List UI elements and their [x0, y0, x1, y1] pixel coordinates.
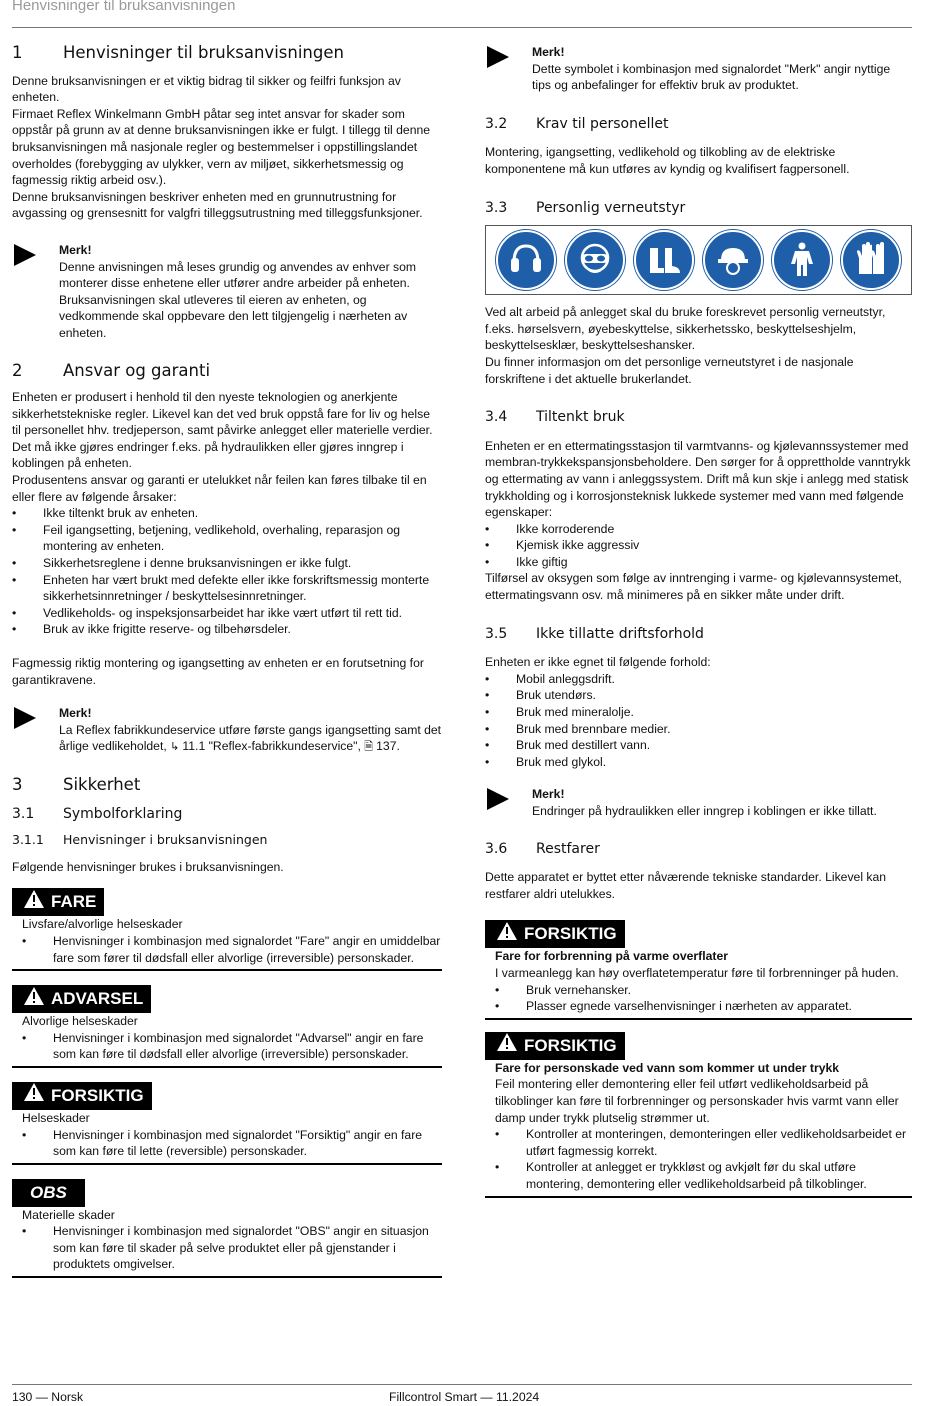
list-item: • Henvisninger i kombinasjon med signalordet "OBS" angir en situasjon som kan føre til skader på selve produktet eller på gjenstander i produktets omgivelser.	[22, 1223, 442, 1273]
section-3-5-heading: 3.5 Ikke tillatte driftsforhold	[485, 625, 704, 642]
section-3-1-1-heading: 3.1.1 Henvisninger i bruksanvisningen	[12, 832, 268, 848]
note-block	[485, 786, 912, 819]
list-item: • Bruk med destillert vann.	[485, 737, 912, 754]
warning-triangle-icon	[23, 889, 45, 916]
sec34-property-list	[485, 521, 912, 571]
note-block	[12, 242, 442, 342]
list-item: • Plasser egnede varselhenvisninger i nærheten av apparatet.	[495, 998, 912, 1015]
note-label: Merk!	[59, 242, 92, 257]
sec1-para-3: Denne bruksanvisningen beskriver enheten med en grunnutrustning for avgassing og grensesnitt for valgfri tilleggsutrustning med tilleggsfunksjoner.	[12, 189, 423, 221]
hearing-protection-icon	[496, 230, 556, 290]
sec2-para-4: Fagmessig riktig montering og igangsetting av enheten er en forutsetning for garantikravene.	[12, 656, 424, 687]
signal-word-forsiktig: FORSIKTIG	[12, 1082, 152, 1110]
sec35-para: Enheten er ikke egnet til følgende forhold:	[485, 655, 711, 670]
warning-text: I varmeanlegg kan høy overflatetemperatur føre til forbrenninger på huden.	[495, 965, 899, 980]
signal-word-fare: FARE	[12, 888, 104, 916]
warning-triangle-icon	[23, 986, 45, 1013]
footer-document-title: Fillcontrol Smart — 11.2024	[389, 1390, 540, 1404]
list-item: • Bruk utendørs.	[485, 687, 912, 704]
advarsel-warning-box	[12, 985, 442, 1068]
footer-rule	[12, 1384, 912, 1385]
note-label: Merk!	[532, 787, 565, 802]
note-label: Merk!	[532, 45, 565, 59]
list-item: • Kontroller at monteringen, demonteringen eller vedlikeholdsarbeidet er utført fagmessig korrekt.	[495, 1126, 912, 1159]
note-arrow-icon	[485, 786, 532, 819]
safety-gloves-icon	[841, 230, 901, 290]
warning-subtitle: Alvorlige helseskader	[22, 1014, 138, 1029]
section-2-heading: 2 Ansvar og garanti	[12, 360, 211, 380]
sec32-para: Montering, igangsetting, vedlikehold og tilkobling av de elektriske komponentene må kun utføres av kyndig og kvalifisert fagpersonell.	[485, 145, 850, 176]
right-column	[485, 36, 912, 1198]
note-block	[12, 705, 442, 756]
section-3-3-heading: 3.3 Personlig verneutstyr	[485, 199, 686, 216]
list-item: • Bruk med mineralolje.	[485, 704, 912, 721]
sec36-para: Dette apparatet er byttet etter nåværende tekniske standarder. Likevel kan restfarer aldri utelukkes.	[485, 870, 887, 901]
note-arrow-icon	[485, 44, 532, 94]
forsiktig-pressure-warning-box	[485, 1032, 912, 1198]
cross-reference-icon: ↳	[170, 741, 183, 754]
note-block	[485, 44, 912, 94]
list-item: • Kontroller at anlegget er trykkløst og avkjølt før du skal utføre montering, demontering eller vedlikeholdsarbeid på tilkoblinger.	[495, 1159, 912, 1192]
warning-triangle-icon	[496, 1032, 518, 1059]
cross-reference-link[interactable]: 11.1 "Reflex-fabrikkundeservice",	[182, 739, 365, 754]
signal-word-advarsel: ADVARSEL	[12, 985, 151, 1013]
warning-triangle-icon	[23, 1082, 45, 1109]
note-arrow-icon	[12, 242, 59, 342]
protective-clothing-icon	[772, 230, 832, 290]
list-item: • Henvisninger i kombinasjon med signalordet "Forsiktig" angir en fare som kan føre til lette (reversible) personskader.	[22, 1127, 442, 1160]
sec33-para-2: Du finner informasjon om det personlige verneutstyret i de nasjonale forskriftene i det aktuelle brukerlandet.	[485, 354, 854, 386]
signal-word-forsiktig: FORSIKTIG	[485, 920, 625, 948]
section-3-6-heading: 3.6 Restfarer	[485, 840, 600, 857]
warning-title: Fare for personskade ved vann som kommer ut under trykk	[495, 1060, 840, 1075]
fare-warning-box	[12, 888, 442, 971]
warning-triangle-icon	[496, 921, 518, 948]
sec2-para-1: Enheten er produsert i henhold til den nyeste teknologien og anerkjente sikkerhetstekniske regler. Likevel kan det ved bruk oppstå fare for liv og helse til personellet hhv. tredjeperson, samt påvirke anlegget eller materielle verdier.	[12, 390, 433, 438]
forsiktig-burn-warning-box	[485, 920, 912, 1019]
safety-helmet-icon	[703, 230, 763, 290]
sec35-condition-list	[485, 671, 912, 771]
list-item: • Mobil anleggsdrift.	[485, 671, 912, 688]
list-item: • Ikke giftig	[485, 554, 912, 571]
sec2-para-3: Produsentens ansvar og garanti er utelukket når feilen kan føres tilbake til en eller flere av følgende årsaker:	[12, 473, 427, 504]
warning-subtitle: Materielle skader	[22, 1207, 115, 1222]
list-item: • Ikke tiltenkt bruk av enheten.	[12, 505, 442, 522]
sec1-para-2: Firmaet Reflex Winkelmann GmbH påtar seg intet ansvar for skader som oppstår på grunn av at denne bruksanvisningen ikke er fulgt. I tillegg til denne bruksanvisningen må nasjonale regler og bestemmelser i oppstillingslandet overholdes (forebygging av ulykker, vern av miljøet, sikkerhetsmessig og fagmessig riktig arbeid osv.).	[12, 106, 431, 188]
safety-goggles-icon	[565, 230, 625, 290]
section-3-1-heading: 3.1 Symbolforklaring	[12, 805, 183, 822]
running-header: Henvisninger til bruksanvisningen	[12, 0, 236, 14]
note-text: Endringer på hydraulikken eller inngrep i koblingen er ikke tillatt.	[532, 804, 877, 818]
sec33-para-1: Ved alt arbeid på anlegget skal du bruke foreskrevet personlig verneutstyr, f.eks. hørselsvern, øyebeskyttelse, sikkerhetssko, beskyttelseshjelm, beskyttelsesklær, beskyttelseshansker.	[485, 305, 886, 353]
list-item: • Henvisninger i kombinasjon med signalordet "Fare" angir en umiddelbar fare som fører til dødsfall eller alvorlige (irreversible) personskader.	[22, 933, 442, 966]
header-rule	[12, 27, 912, 28]
warning-subtitle: Livsfare/alvorlige helseskader	[22, 917, 183, 932]
safety-boots-icon	[634, 230, 694, 290]
list-item: • Ikke korroderende	[485, 521, 912, 538]
section-3-4-heading: 3.4 Tiltenkt bruk	[485, 409, 625, 426]
warning-title: Fare for forbrenning på varme overflater	[495, 949, 728, 964]
footer-page-number: 130 — Norsk	[12, 1390, 84, 1404]
signal-word-forsiktig: FORSIKTIG	[485, 1032, 625, 1060]
list-item: • Bruk vernehansker.	[495, 982, 912, 999]
forsiktig-warning-box	[12, 1082, 442, 1165]
section-3-heading: 3 Sikkerhet	[12, 774, 141, 794]
obs-warning-box	[12, 1179, 442, 1278]
list-item: • Henvisninger i kombinasjon med signalordet "Advarsel" angir en fare som kan føre til dødsfall eller alvorlige (irreversible) personskader.	[22, 1030, 442, 1063]
section-3-2-heading: 3.2 Krav til personellet	[485, 115, 669, 132]
note-text: Dette symbolet i kombinasjon med signalordet "Merk" angir nyttige tips og anbefalinger for effektiv bruk av produktet.	[532, 61, 891, 93]
list-item: • Vedlikeholds- og inspeksjonsarbeidet har ikke vært utført til rett tid.	[12, 605, 442, 622]
warning-subtitle: Helseskader	[22, 1110, 90, 1125]
sec34-para-1: Enheten er en ettermatingsstasjon til varmtvanns- og kjølevannssystemer med membran-trykkekspansjonsbeholdere. Den sørger for å opprettholde vanntrykk og ettermating av vann i anleggssystem. Drift må kun skje i anlegg med statisk trykkholding og i korrosjonsteknisk lukkede systemer med vann med følgende egenskaper:	[485, 438, 911, 520]
warning-text: Feil montering eller demontering eller feil utført vedlikeholdsarbeid på tilkoblinger kan føre til forbrenninger og personskader hvis varmt vann eller damp under trykk plutselig strømmer ut.	[495, 1077, 899, 1125]
sec3-intro: Følgende henvisninger brukes i bruksanvisningen.	[12, 859, 284, 874]
list-item: • Bruk med brennbare medier.	[485, 721, 912, 738]
sec2-para-2: Det må ikke gjøres endringer f.eks. på hydraulikken eller gjøres inngrep i koblingen på enheten.	[12, 439, 404, 471]
sec1-para-1: Denne bruksanvisningen er et viktig bidrag til sikker og feilfri funksjon av enheten.	[12, 73, 401, 105]
note-arrow-icon	[12, 705, 59, 756]
signal-word-obs: OBS	[12, 1179, 85, 1207]
ppe-icon-strip	[485, 225, 912, 295]
list-item: • Bruk av ikke frigitte reserve- og tilbehørsdeler.	[12, 621, 442, 638]
sec2-cause-list	[12, 505, 442, 638]
sec34-para-2: Tilførsel av oksygen som følge av inntrenging i varme- og kjølevannsystemet, ettermatingsvann osv. må minimeres på en sikker måte under drift.	[485, 571, 902, 603]
section-1-heading: 1 Henvisninger til bruksanvisningen	[12, 43, 344, 62]
page-icon: 🗎	[364, 741, 377, 754]
left-column	[12, 36, 442, 1278]
list-item: • Sikkerhetsreglene i denne bruksanvisningen er ikke fulgt.	[12, 555, 442, 572]
list-item: • Enheten har vært brukt med defekte eller ikke forskriftsmessig monterte sikkerhetsinnretninger / beskyttelsesinnretninger.	[12, 572, 442, 605]
note-text: Denne anvisningen må leses grundig og anvendes av enhver som monterer disse enhetene eller utfører andre arbeider på enheten. Bruksanvisningen skal utleveres til eieren av enheten, og vedkommende skal oppbevare den lett tilgjengelig i nærheten av enheten.	[59, 259, 417, 340]
note-text: La Reflex fabrikkundeservice utføre første gangs igangsetting samt det årlige vedlikeholdet, ↳ 11.1 "Reflex-fabrikkundeservice", 🗎 137.	[59, 722, 442, 754]
list-item: • Kjemisk ikke aggressiv	[485, 537, 912, 554]
note-label: Merk!	[59, 706, 92, 721]
list-item: • Feil igangsetting, betjening, vedlikehold, overhaling, reparasjon og montering av enheten.	[12, 522, 442, 555]
list-item: • Bruk med glykol.	[485, 754, 912, 771]
page-link[interactable]: 137.	[376, 739, 400, 754]
